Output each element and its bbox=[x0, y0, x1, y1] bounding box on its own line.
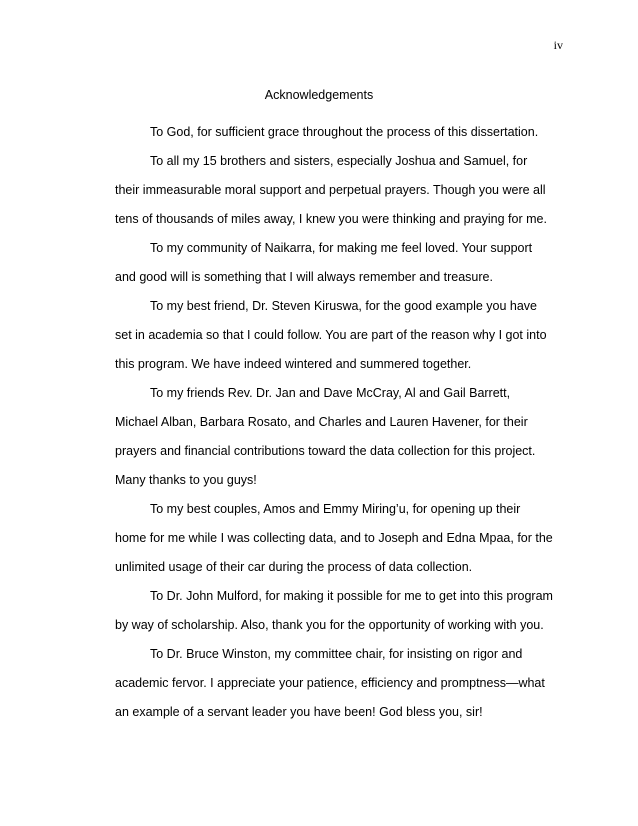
paragraph-friends: To my friends Rev. Dr. Jan and Dave McCray, Al and Gail Barrett, Michael Alban, Barbara Rosato, and Charles and Lauren Havener, for their prayers and financial contributions toward the data collection for this project. Many thanks to you guys! bbox=[115, 386, 536, 487]
page-number: iv bbox=[553, 38, 563, 52]
paragraph-mulford: To Dr. John Mulford, for making it possible for me to get into this program by way of scholarship. Also, thank you for the opportunity of working with you. bbox=[115, 589, 553, 632]
page-title: Acknowledgements bbox=[264, 88, 374, 102]
paragraph-winston: To Dr. Bruce Winston, my committee chair, for insisting on rigor and academic fervor. I appreciate your patience, efficiency and promptness—what an example of a servant leader you have been! God bless you, sir! bbox=[115, 647, 545, 719]
paragraph-god: To God, for sufficient grace throughout the process of this dissertation. bbox=[150, 125, 539, 139]
paragraph-couples: To my best couples, Amos and Emmy Miring’u, for opening up their home for me while I was collecting data, and to Joseph and Edna Mpaa, for the unlimited usage of their car during the process of data collection. bbox=[115, 502, 553, 574]
paragraph-community: To my community of Naikarra, for making me feel loved. Your support and good will is something that I will always remember and treasure. bbox=[115, 241, 533, 284]
acknowledgements-body bbox=[115, 118, 555, 727]
paragraph-best-friend: To my best friend, Dr. Steven Kiruswa, for the good example you have set in academia so that I could follow. You are part of the reason why I got into this program. We have indeed wintered and summered together. bbox=[115, 299, 547, 371]
paragraph-siblings: To all my 15 brothers and sisters, especially Joshua and Samuel, for their immeasurable moral support and perpetual prayers. Though you were all tens of thousands of miles away, I knew you were thinking and praying for me. bbox=[115, 154, 547, 226]
